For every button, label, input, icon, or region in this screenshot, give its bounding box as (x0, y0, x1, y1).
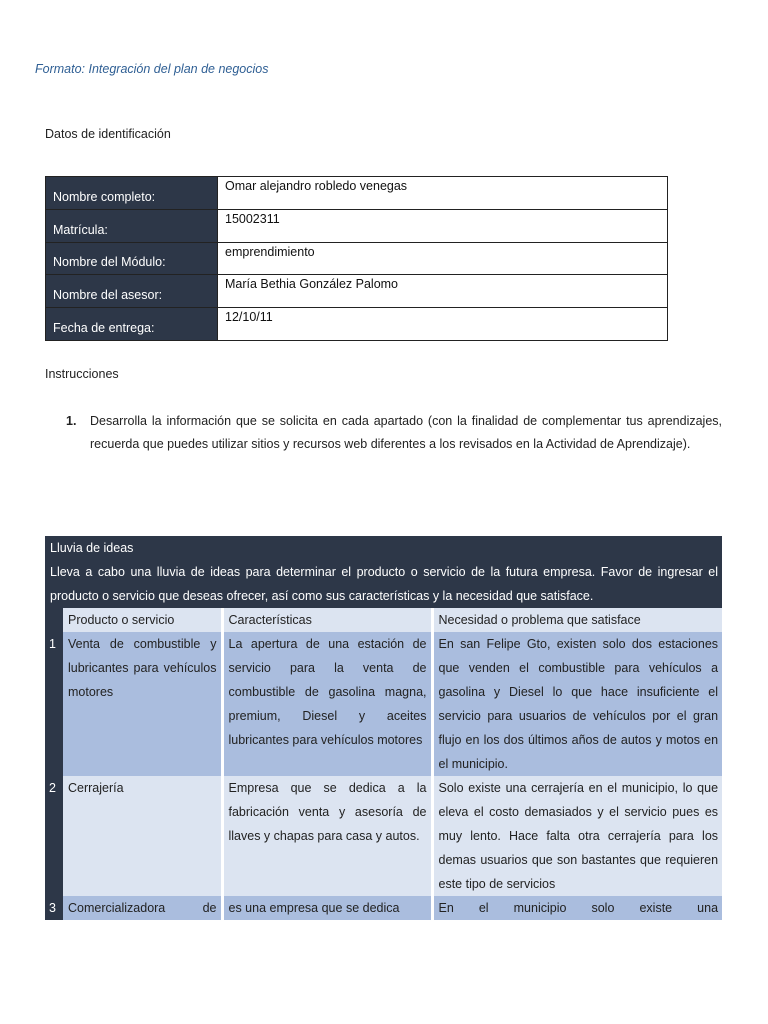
table-row (46, 209, 668, 242)
field-label: Nombre completo: (46, 177, 218, 210)
field-label: Nombre del Módulo: (46, 242, 218, 275)
row-number-header (45, 608, 63, 632)
features-cell[interactable]: Empresa que se dedica a la fabricación venta y asesoría de llaves y chapas para casa y autos. (222, 776, 432, 896)
column-header-features: Características (222, 608, 432, 632)
field-label: Nombre del asesor: (46, 275, 218, 308)
field-label: Matrícula: (46, 209, 218, 242)
list-number: 1. (66, 414, 77, 428)
brainstorm-title: Lluvia de ideas (50, 541, 134, 555)
features-cell[interactable]: La apertura de una estación de servicio para la venta de combustible de gasolina magna, premium, Diesel y aceites lubricantes para vehículos motores (222, 632, 432, 776)
module-name-value[interactable]: emprendimiento (218, 242, 668, 275)
instructions-list (66, 410, 722, 456)
column-header-product: Producto o servicio (63, 608, 222, 632)
row-number: 2 (45, 776, 63, 896)
brainstorm-description: Lleva a cabo una lluvia de ideas para determinar el producto o servicio de la futura empresa. Favor de ingresar el producto o servicio que deseas ofrecer, así como sus características y la necesidad que satisface. (50, 565, 719, 603)
table-row (45, 896, 722, 920)
table-row (46, 242, 668, 275)
product-cell[interactable]: Venta de combustible y lubricantes para vehículos motores (63, 632, 222, 776)
delivery-date-value[interactable]: 12/10/11 (218, 308, 668, 341)
table-row (46, 275, 668, 308)
features-cell[interactable]: es una empresa que se dedica (222, 896, 432, 920)
instructions-heading: Instrucciones (45, 367, 119, 381)
instruction-text: Desarrolla la información que se solicita en cada apartado (con la finalidad de complementar tus aprendizajes, recuerda que puedes utilizar sitios y recursos web diferentes a los revisados en la Actividad de Aprendizaje). (90, 414, 722, 451)
enrollment-value[interactable]: 15002311 (218, 209, 668, 242)
brainstorm-table (45, 536, 722, 920)
table-row (45, 632, 722, 776)
table-row (45, 536, 722, 560)
field-label: Fecha de entrega: (46, 308, 218, 341)
table-row (46, 177, 668, 210)
need-cell[interactable]: En san Felipe Gto, existen solo dos estaciones que venden el combustible para vehículos a gasolina y Diesel lo que hace insuficiente el servicio para usuarios de vehículos por el gran flujo en los dos últimos años de autos y motos en el municipio. (432, 632, 722, 776)
need-cell[interactable]: En el municipio solo existe una (432, 896, 722, 920)
table-row (46, 308, 668, 341)
row-number: 3 (45, 896, 63, 920)
product-cell[interactable]: Comercializadora de (63, 896, 222, 920)
list-item (66, 410, 722, 456)
product-cell[interactable]: Cerrajería (63, 776, 222, 896)
advisor-name-value[interactable]: María Bethia González Palomo (218, 275, 668, 308)
row-number: 1 (45, 632, 63, 776)
column-header-need: Necesidad o problema que satisface (432, 608, 722, 632)
format-title: Formato: Integración del plan de negocios (35, 62, 269, 76)
identification-table (45, 176, 668, 341)
table-row (45, 776, 722, 896)
full-name-value[interactable]: Omar alejandro robledo venegas (218, 177, 668, 210)
need-cell[interactable]: Solo existe una cerrajería en el municipio, lo que eleva el costo demasiados y el servicio pues es muy lento. Hace falta otra cerrajería para los demas usuarios que son bastantes que requieren este tipo de servicios (432, 776, 722, 896)
table-row (45, 560, 722, 608)
identification-heading: Datos de identificación (45, 127, 171, 141)
table-header-row (45, 608, 722, 632)
